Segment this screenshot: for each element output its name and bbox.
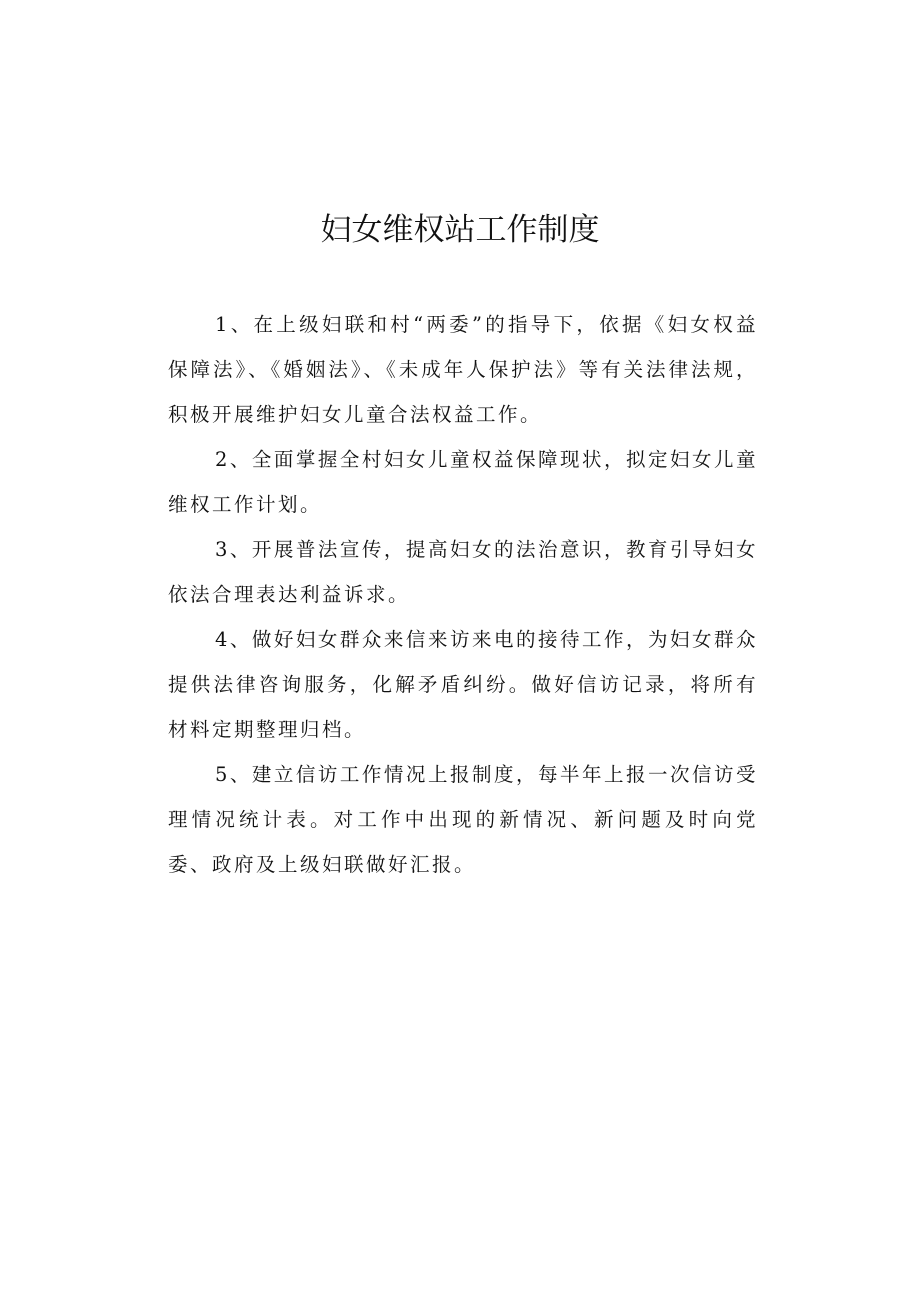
paragraph-3: 3、开展普法宣传，提高妇女的法治意识，教育引导妇女依法合理表达利益诉求。: [168, 538, 758, 606]
document-title: 妇女维权站工作制度: [320, 212, 600, 248]
document-body: [168, 302, 758, 887]
paragraph-5: 5、建立信访工作情况上报制度，每半年上报一次信访受理情况统计表。对工作中出现的新情况、新问题及时向党委、政府及上级妇联做好汇报。: [168, 763, 758, 876]
paragraph-2: 2、全面掌握全村妇女儿童权益保障现状，拟定妇女儿童维权工作计划。: [168, 448, 758, 516]
paragraph-1: 1、在上级妇联和村“两委”的指导下，依据《妇女权益保障法》、《婚姻法》、《未成年人保护法》等有关法律法规，积极开展维护妇女儿童合法权益工作。: [168, 313, 758, 426]
paragraph-4: 4、做好妇女群众来信来访来电的接待工作，为妇女群众提供法律咨询服务，化解矛盾纠纷。做好信访记录，将所有材料定期整理归档。: [168, 628, 758, 741]
